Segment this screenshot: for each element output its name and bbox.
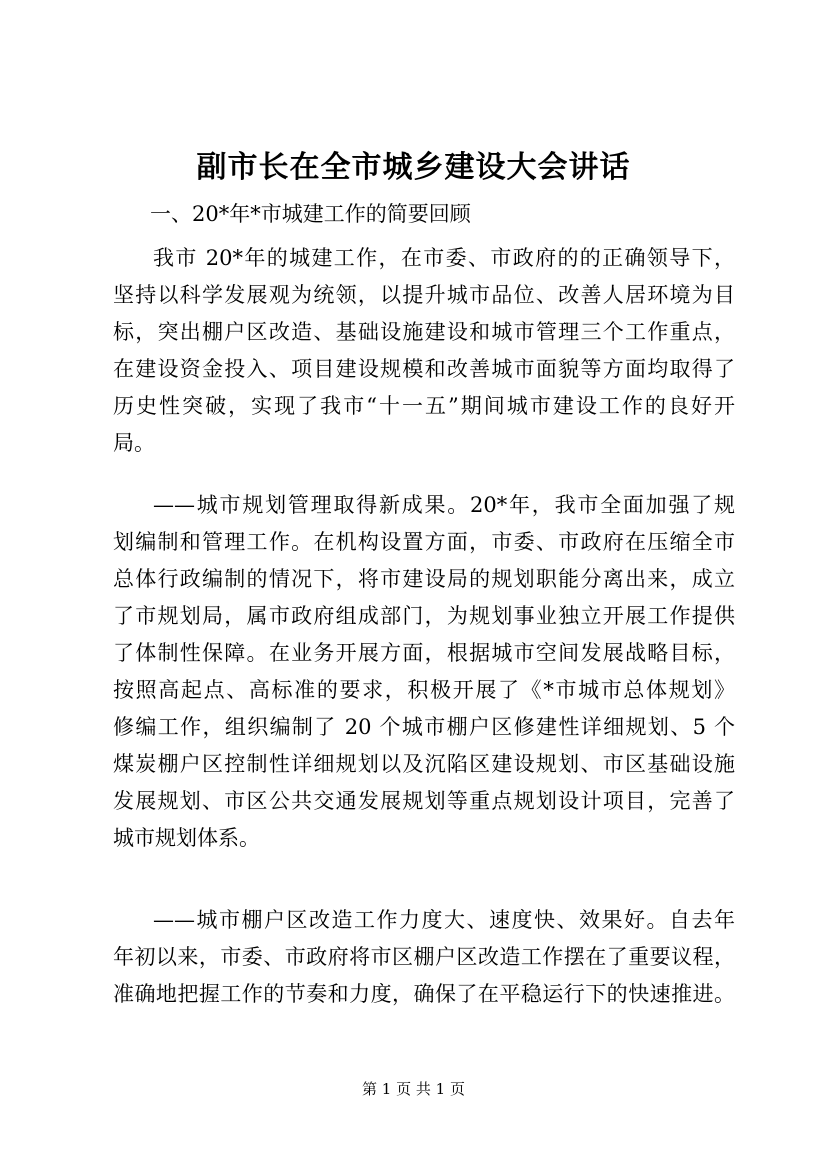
paragraph-line: 城市规划体系。 xyxy=(113,826,260,850)
section-heading: 一、20*年*市城建工作的简要回顾 xyxy=(150,202,471,226)
paragraph-2 xyxy=(113,487,735,857)
paragraph-line: ——城市规划管理取得新成果。20*年，我市全面加强了规 xyxy=(153,493,735,517)
paragraph-line: 总体行政编制的情况下，将市建设局的规划职能分离出来，成立 xyxy=(113,567,735,591)
paragraph-line: 按照高起点、高标准的要求，积极开展了《*市城市总体规划》 xyxy=(113,678,735,702)
paragraph-line: 标，突出棚户区改造、基础设施建设和城市管理三个工作重点， xyxy=(113,320,735,344)
paragraph-line: 坚持以科学发展观为统领，以提升城市品位、改善人居环境为目 xyxy=(113,283,735,307)
paragraph-line: 修编工作，组织编制了 20 个城市棚户区修建性详细规划、5 个 xyxy=(113,715,735,739)
paragraph-line: 划编制和管理工作。在机构设置方面，市委、市政府在压缩全市 xyxy=(113,530,735,554)
paragraph-line: 煤炭棚户区控制性详细规划以及沉陷区建设规划、市区基础设施 xyxy=(113,752,735,776)
paragraph-line: 了市规划局，属市政府组成部门，为规划事业独立开展工作提供 xyxy=(113,604,735,628)
paragraph-line: 发展规划、市区公共交通发展规划等重点规划设计项目，完善了 xyxy=(113,789,735,813)
paragraph-line: 在建设资金投入、项目建设规模和改善城市面貌等方面均取得了 xyxy=(113,357,735,381)
paragraph-3 xyxy=(113,902,735,1013)
paragraph-line: 年初以来，市委、市政府将市区棚户区改造工作摆在了重要议程， xyxy=(113,945,735,969)
paragraph-1 xyxy=(113,240,735,462)
paragraph-line: 历史性突破，实现了我市“十一五”期间城市建设工作的良好开 xyxy=(113,394,735,418)
document-title: 副市长在全市城乡建设大会讲话 xyxy=(196,150,631,185)
paragraph-line: 局。 xyxy=(113,431,155,455)
page-number-footer: 第 1 页 共 1 页 xyxy=(362,1080,465,1098)
paragraph-line: 准确地把握工作的节奏和力度，确保了在平稳运行下的快速推进。 xyxy=(113,982,735,1006)
paragraph-line: 我市 20*年的城建工作，在市委、市政府的的正确领导下， xyxy=(153,246,735,270)
paragraph-line: ——城市棚户区改造工作力度大、速度快、效果好。自去年 xyxy=(153,908,735,932)
paragraph-line: 了体制性保障。在业务开展方面，根据城市空间发展战略目标， xyxy=(113,641,735,665)
